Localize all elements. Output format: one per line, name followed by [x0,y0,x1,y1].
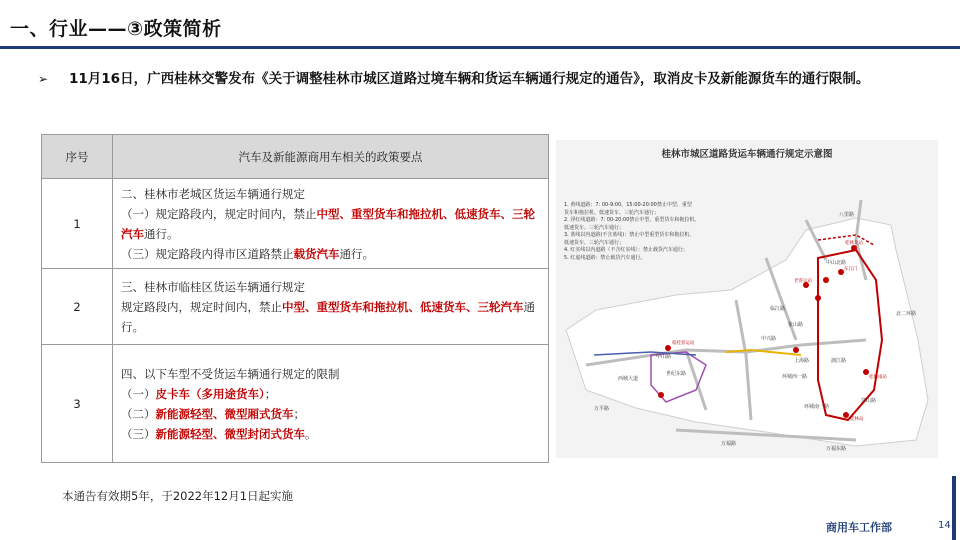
road-label: 中山北路 [826,260,847,266]
road-label: 中兴路 [761,336,777,342]
row-line: （三）新能源轻型、微型封闭式货车。 [121,426,317,441]
row-line: 二、桂林市老城区货运车辆通行规定 [121,186,305,201]
row-content [113,345,549,463]
accent-bar [952,476,956,540]
road-label: 万福路 [721,441,737,447]
place-label: 桂林站 [850,417,864,422]
table-row [42,345,549,463]
table-row [42,179,549,269]
traffic-map [556,140,938,458]
validity-note: 本通告有效期5年，于2022年12月1日起实施 [62,489,294,503]
legend-line: 3. 蓝线以内道路(不含蓝线)：禁止中型重型货车和拖拉机、 [564,232,695,238]
page-title: 一、行业——③政策简析 [10,18,222,40]
row-number: 1 [42,179,113,269]
road-label: 环城西一路 [782,374,808,380]
place-label: 东江门 [844,267,858,272]
legend-line: 低速货车、三轮汽车通行； [564,239,625,246]
page-number: 14 [938,520,951,531]
road-label: 八里路 [839,212,855,218]
legend-line: 1. 黄线道路：7: 00-9:00、15:00-20:00禁止中型、重型 [564,202,692,208]
restricted-vehicles: 载货汽车 [293,246,340,261]
place-label: 桂林南站 [869,375,887,380]
road-label: 万福东路 [826,446,847,452]
legend-line: 货车和拖拉机、低速货车、三轮汽车通行； [564,209,660,216]
policy-table [41,134,549,463]
road-label: 漓江路 [831,358,847,364]
restricted-vehicles: 中型、重型货车和拖拉机、低速货车、三轮汽车 [121,206,535,241]
row-line: （一）皮卡车（多用途货车）； [121,386,277,401]
legend-line: 5. 红虚线道路：禁止载货汽车通行。 [564,254,646,261]
row-line: （一）规定路段内，规定时间内，禁止中型、重型货车和拖拉机、低速货车、三轮汽车通行。 [121,206,535,241]
map-legend [564,202,699,262]
row-number: 2 [42,269,113,345]
header-policy: 汽车及新能源商用车相关的政策要点 [113,135,549,179]
road-label: 世纪东路 [666,371,687,377]
road-label: 甲山路 [656,354,672,360]
place-label: 桂林北站 [845,241,863,246]
road-label: 万平路 [594,406,610,412]
exempt-vehicles: 皮卡车（多用途货车） [155,386,265,401]
row-number: 3 [42,345,113,463]
legend-line: 2. 浮红线道路：7: 00-20:00禁止中型、重型货车和拖拉机、 [564,217,700,223]
road-label: 象山路 [788,322,804,328]
row-line: （二）新能源轻型、微型厢式货车； [121,406,305,421]
road-label: 环城南一路 [804,404,830,410]
table-row [42,269,549,345]
map-drawing [556,140,938,458]
row-line: 规定路段内，规定时间内，禁止中型、重型货车和拖拉机、低速货车、三轮汽车通行。 [121,299,535,334]
bullet-arrow-icon: ➢ [38,72,49,86]
map-title: 桂林市城区道路货运车辆通行规定示意图 [661,149,833,160]
title-underline [0,46,960,49]
exempt-vehicles: 新能源轻型、微型厢式货车 [155,406,294,421]
news-bullet [38,68,938,91]
restricted-vehicles: 中型、重型货车和拖拉机、低速货车、三轮汽车 [282,299,524,314]
row-line: （三）规定路段内得市区道路禁止载货汽车通行。 [121,246,374,261]
header-serial: 序号 [42,135,113,179]
place-label: 老客运站 [794,279,812,284]
place-label: 临桂客运站 [672,341,695,346]
road-label: 上海路 [794,358,810,364]
department-label: 商用车工作部 [826,521,892,534]
news-text: 11月16日，广西桂林交警发布《关于调整桂林市城区道路过境车辆和货运车辆通行规定的通告》，取消皮卡及新能源货车的通行限制。 [69,71,870,87]
row-line: 三、桂林市临桂区货运车辆通行规定 [121,279,305,294]
legend-line: 低速货车、三轮汽车通行； [564,224,625,231]
row-content [113,179,549,269]
road-label: 西城大道 [618,376,639,382]
road-label: 穿山路 [861,398,877,404]
row-content [113,269,549,345]
row-line: 四、以下车型不受货运车辆通行规定的限制 [121,366,340,381]
road-label: 临江路 [770,306,786,312]
exempt-vehicles: 新能源轻型、微型封闭式货车 [155,426,305,441]
legend-line: 4. 红实线以内道路（不含红实线）：禁止载货汽车通行； [564,247,688,253]
road-label: 北二环路 [896,311,917,317]
